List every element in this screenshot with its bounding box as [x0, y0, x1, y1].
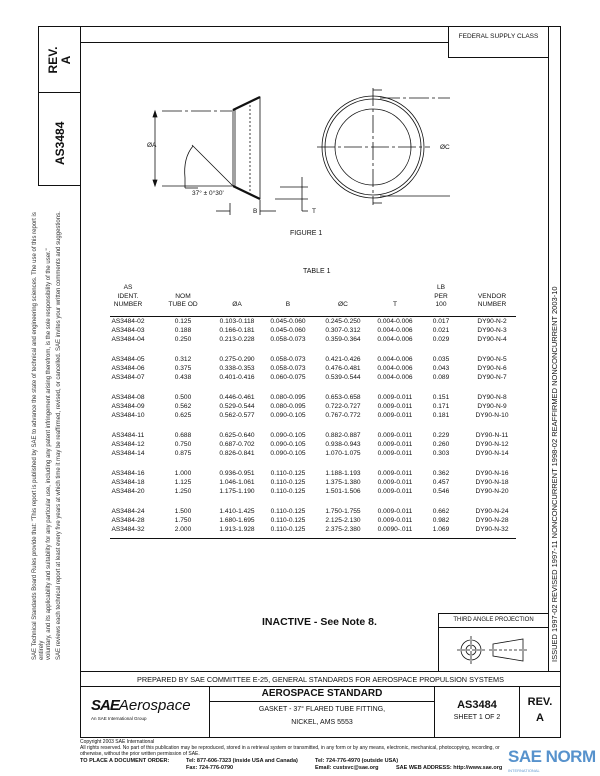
- table-cell: DY90-N-9: [477, 403, 507, 410]
- logo-cell: [80, 686, 210, 738]
- table-cell: 0.562: [174, 403, 192, 410]
- table-cell: 0.090-0.105: [270, 432, 306, 439]
- doc-number-cell: [434, 686, 520, 738]
- table-cell: 0.375: [174, 365, 192, 372]
- table-cell: 1.500: [174, 508, 192, 515]
- table-cell: 0.004-0.006: [377, 356, 413, 363]
- revision-history: ISSUED 1997-02 REVISED 1997-11 NONCONCURRENT 1998-02 REAFFIRMED NONCONCURRENT 2003-10: [550, 286, 559, 662]
- table-cell: 0.250: [174, 336, 192, 343]
- table-cell: 0.0090-.011: [377, 526, 413, 533]
- table-cell: DY90-N-7: [477, 374, 507, 381]
- table-cell: 0.166-0.181: [219, 327, 255, 334]
- table-cell: 0.722-0.727: [325, 403, 361, 410]
- email-link[interactable]: Email: custsvc@sae.org: [315, 765, 379, 771]
- table-cell: 0.213-0.228: [219, 336, 255, 343]
- table-cell: 1.750-1.755: [325, 508, 361, 515]
- table-header: VENDOR NUMBER: [477, 292, 507, 308]
- sae-norm-watermark: SAE NORM: [508, 747, 596, 766]
- table-cell: 0.017: [432, 318, 450, 325]
- table-cell: DY90-N-5: [477, 356, 507, 363]
- table-cell: AS3484-05: [111, 356, 145, 363]
- table-cell: DY90-N-10: [475, 412, 509, 419]
- table-cell: 0.090-0.105: [270, 441, 306, 448]
- table-cell: 0.653-0.658: [325, 394, 361, 401]
- table-cell: AS3484-24: [111, 508, 145, 515]
- table-cell: AS3484-10: [111, 412, 145, 419]
- table-cell: 0.688: [174, 432, 192, 439]
- table-cell: 0.457: [432, 479, 450, 486]
- table-cell: 0.009-0.011: [377, 517, 413, 524]
- angle-label: 37° ± 0°30': [192, 190, 224, 197]
- table-cell: 1.175-1.190: [219, 488, 255, 495]
- web-link[interactable]: http://www.sae.org: [453, 765, 503, 771]
- table-cell: 0.312: [174, 356, 192, 363]
- table-cell: 0.009-0.011: [377, 488, 413, 495]
- table-cell: DY90-N-18: [475, 479, 509, 486]
- table-cell: 0.058-0.073: [270, 365, 306, 372]
- table-cell: 1.125: [174, 479, 192, 486]
- table-cell: 0.303: [432, 450, 450, 457]
- table-cell: 0.275-0.290: [219, 356, 255, 363]
- table-cell: 2.375-2.380: [325, 526, 361, 533]
- table-cell: 0.229: [432, 432, 450, 439]
- table-cell: 0.080-0.095: [270, 403, 306, 410]
- table-bottom-rule: [110, 538, 516, 539]
- prepared-by: PREPARED BY SAE COMMITTEE E-25, GENERAL STANDARDS FOR AEROSPACE PROPULSION SYSTEMS: [137, 675, 504, 684]
- rights-notice: All rights reserved. No part of this publication may be reproduced, stored in a retrieval system or transmitted, in any form or by any means, electronic, mechanical, photocopying, recording, or: [80, 745, 500, 751]
- table-cell: AS3484-02: [111, 318, 145, 325]
- table-cell: 0.750: [174, 441, 192, 448]
- table-cell: 0.090-0.105: [270, 450, 306, 457]
- doc-number-box: [38, 92, 81, 186]
- table-cell: 1.250: [174, 488, 192, 495]
- table-cell: 0.009-0.011: [377, 403, 413, 410]
- table-cell: 0.004-0.006: [377, 365, 413, 372]
- table-cell: 0.004-0.006: [377, 327, 413, 334]
- table-cell: 0.982: [432, 517, 450, 524]
- web-address: SAE WEB ADDRESS: http://www.sae.org: [396, 765, 503, 771]
- figure-caption: FIGURE 1: [290, 230, 323, 237]
- table-cell: DY90-N-8: [477, 394, 507, 401]
- table-cell: 0.029: [432, 336, 450, 343]
- table-cell: 0.043: [432, 365, 450, 372]
- table-cell: AS3484-14: [111, 450, 145, 457]
- table-cell: 0.080-0.095: [270, 394, 306, 401]
- table-header: ØC: [338, 301, 348, 308]
- rev-box: [38, 26, 81, 93]
- table-cell: 0.004-0.006: [377, 336, 413, 343]
- table-cell: 0.826-0.841: [219, 450, 255, 457]
- table-cell: AS3484-20: [111, 488, 145, 495]
- third-angle-projection-box: [438, 613, 549, 672]
- table-cell: AS3484-03: [111, 327, 145, 334]
- table-cell: 0.938-0.943: [325, 441, 361, 448]
- table-cell: 0.110-0.125: [270, 526, 306, 533]
- table-cell: 1.410-1.425: [219, 508, 255, 515]
- copyright: Copyright 2003 SAE International: [80, 739, 155, 745]
- table-cell: DY90-N-32: [475, 526, 509, 533]
- table-header: LB PER 100: [434, 284, 448, 308]
- footer: [80, 739, 500, 757]
- table-cell: 0.009-0.011: [377, 508, 413, 515]
- table-cell: 0.110-0.125: [270, 488, 306, 495]
- table-cell: DY90-N-14: [475, 450, 509, 457]
- table-cell: 0.438: [174, 374, 192, 381]
- table-cell: 0.767-0.772: [325, 412, 361, 419]
- table-cell: 0.446-0.461: [219, 394, 255, 401]
- table-cell: 0.110-0.125: [270, 517, 306, 524]
- table-cell: 0.058-0.073: [270, 356, 306, 363]
- table-cell: 1.913-1.928: [219, 526, 255, 533]
- table-cell: AS3484-09: [111, 403, 145, 410]
- gasket-front-view: [317, 88, 450, 205]
- table-cell: 0.110-0.125: [270, 470, 306, 477]
- logo-subtitle: An SAE International Group: [91, 716, 147, 721]
- table-cell: 0.110-0.125: [270, 508, 306, 515]
- table-cell: 1.000: [174, 470, 192, 477]
- table-cell: DY90-N-12: [475, 441, 509, 448]
- tel-us: Tel: 877-606-7323 (inside USA and Canada): [186, 758, 298, 764]
- gasket-side-view: [153, 97, 308, 215]
- table-cell: 0.625: [174, 412, 192, 419]
- table-cell: 0.103-0.118: [219, 318, 255, 325]
- rights-notice-2: otherwise, without the prior written permission of SAE.: [80, 751, 200, 757]
- table-cell: AS3484-11: [111, 432, 145, 439]
- table-cell: 0.421-0.426: [325, 356, 361, 363]
- table-cell: 1.375-1.380: [325, 479, 361, 486]
- table-cell: 0.125: [174, 318, 192, 325]
- rev-cell: [519, 686, 561, 738]
- table-cell: 0.687-0.702: [219, 441, 255, 448]
- federal-supply-class-label: FEDERAL SUPPLY CLASS: [458, 33, 539, 40]
- table-cell: 0.338-0.353: [219, 365, 255, 372]
- table-cell: AS3484-32: [111, 526, 145, 533]
- table-cell: 0.058-0.073: [270, 336, 306, 343]
- table-cell: 0.004-0.006: [377, 318, 413, 325]
- table-cell: 2.125-2.130: [325, 517, 361, 524]
- table-header-rule: [110, 316, 516, 317]
- order-contacts-intl: [315, 758, 398, 772]
- table-cell: 0.009-0.011: [377, 450, 413, 457]
- table-cell: 0.188: [174, 327, 192, 334]
- table-cell: AS3484-08: [111, 394, 145, 401]
- fax: Fax: 724-776-0790: [186, 765, 234, 771]
- table-header: B: [285, 301, 291, 308]
- table-cell: 0.045-0.060: [270, 327, 306, 334]
- table-cell: 0.476-0.481: [325, 365, 361, 372]
- table-cell: 0.401-0.416: [219, 374, 255, 381]
- table-header: AS IDENT. NUMBER: [113, 284, 143, 308]
- document-title-line1: GASKET - 37° FLARED TUBE FITTING,: [258, 706, 386, 713]
- rev-value-bottom: A: [536, 712, 544, 724]
- table-cell: 0.546: [432, 488, 450, 495]
- margin-disclaimer: SAE Technical Standards Board Rules provide that: "This report is published by SAE to advance the state of technical and engineering sciences. The use of this report is entirely voluntary, and its applicability and suitability for any particular use, including any patent infringement arising therefrom, is the sole responsibility of the user." SAE reviews each technical report at least every five years at which time it may be reaffirmed, revised, or cancelled. SAE invites your written comments and suggestions.: [32, 211, 62, 660]
- table-cell: AS3484-06: [111, 365, 145, 372]
- order-label: TO PLACE A DOCUMENT ORDER:: [80, 758, 170, 764]
- table-cell: 0.171: [432, 403, 450, 410]
- prepared-by-row: [80, 671, 561, 687]
- dimension-a-label: ØA: [147, 142, 157, 149]
- table-cell: DY90-N-28: [475, 517, 509, 524]
- table-cell: 0.009-0.011: [377, 441, 413, 448]
- table-cell: 0.009-0.011: [377, 470, 413, 477]
- rev-label: REV.: [46, 46, 60, 74]
- table-cell: 0.625-0.640: [219, 432, 255, 439]
- table-header: T: [392, 301, 398, 308]
- table-cell: 0.009-0.011: [377, 432, 413, 439]
- table-cell: 0.875: [174, 450, 192, 457]
- table-cell: 0.089: [432, 374, 450, 381]
- table-title: TABLE 1: [303, 268, 331, 275]
- table-cell: DY90-N-6: [477, 365, 507, 372]
- document-title-line2: NICKEL, AMS 5553: [291, 719, 353, 726]
- table-cell: 1.069: [432, 526, 450, 533]
- table-cell: 1.501-1.506: [325, 488, 361, 495]
- table-cell: AS3484-28: [111, 517, 145, 524]
- watermark-sub: INTERNATIONAL: [508, 768, 540, 773]
- sheet-number: SHEET 1 OF 2: [453, 714, 501, 721]
- table-cell: AS3484-18: [111, 479, 145, 486]
- table-cell: AS3484-16: [111, 470, 145, 477]
- table-cell: 0.662: [432, 508, 450, 515]
- table-cell: DY90-N-11: [475, 432, 509, 439]
- table-cell: 0.539-0.544: [325, 374, 361, 381]
- sae-aerospace-logo: SAEAerospace: [91, 697, 191, 714]
- table-cell: 0.110-0.125: [270, 479, 306, 486]
- dimension-c-label: ØC: [440, 144, 450, 151]
- table-cell: 0.151: [432, 394, 450, 401]
- table-cell: 0.362: [432, 470, 450, 477]
- dimension-b-label: B: [253, 208, 258, 215]
- inactive-note: INACTIVE - See Note 8.: [262, 616, 377, 628]
- table-cell: 0.181: [432, 412, 450, 419]
- order-contacts-us: [186, 758, 298, 772]
- table-cell: DY90-N-2: [477, 318, 507, 325]
- table-cell: 0.359-0.364: [325, 336, 361, 343]
- table-cell: AS3484-04: [111, 336, 145, 343]
- table-cell: 1.070-1.075: [325, 450, 361, 457]
- frame-right-outer: [560, 26, 561, 672]
- table-cell: 0.500: [174, 394, 192, 401]
- table-cell: 0.004-0.006: [377, 374, 413, 381]
- projection-label: THIRD ANGLE PROJECTION: [439, 614, 548, 628]
- projection-symbol-icon: [439, 628, 548, 672]
- frame-right-inner: [548, 26, 549, 672]
- table-header: ØA: [232, 301, 242, 308]
- table-cell: AS3484-12: [111, 441, 145, 448]
- doc-number-vertical: AS3484: [53, 121, 67, 165]
- doc-number: AS3484: [457, 699, 497, 711]
- table-cell: 0.936-0.951: [219, 470, 255, 477]
- rev-label-bottom: REV.: [527, 696, 553, 708]
- table-cell: 0.562-0.577: [219, 412, 255, 419]
- table-cell: 0.009-0.011: [377, 412, 413, 419]
- table-cell: 0.307-0.312: [325, 327, 361, 334]
- table-cell: 1.750: [174, 517, 192, 524]
- table-cell: 0.009-0.011: [377, 479, 413, 486]
- tel-intl: Tel: 724-776-4970 (outside USA): [315, 758, 399, 764]
- table-cell: DY90-N-20: [475, 488, 509, 495]
- table-cell: 0.529-0.544: [219, 403, 255, 410]
- standard-type: AEROSPACE STANDARD: [210, 687, 434, 702]
- table-cell: 0.021: [432, 327, 450, 334]
- table-cell: DY90-N-3: [477, 327, 507, 334]
- table-cell: DY90-N-24: [475, 508, 509, 515]
- title-cell: [209, 686, 435, 738]
- table-cell: 1.680-1.695: [219, 517, 255, 524]
- table-cell: 1.046-1.061: [219, 479, 255, 486]
- table-cell: 0.035: [432, 356, 450, 363]
- rev-value: A: [59, 55, 73, 65]
- table-cell: DY90-N-4: [477, 336, 507, 343]
- table-cell: 0.260: [432, 441, 450, 448]
- dimension-t-label: T: [312, 208, 316, 215]
- table-cell: 0.009-0.011: [377, 394, 413, 401]
- table-cell: 0.060-0.075: [270, 374, 306, 381]
- table-cell: 0.090-0.105: [270, 412, 306, 419]
- table-cell: DY90-N-16: [475, 470, 509, 477]
- table-cell: 2.000: [174, 526, 192, 533]
- table-cell: 1.188-1.193: [325, 470, 361, 477]
- table-cell: AS3484-07: [111, 374, 145, 381]
- table-cell: 0.882-0.887: [325, 432, 361, 439]
- table-header: NOM TUBE OD: [168, 292, 198, 308]
- table-cell: 0.045-0.060: [270, 318, 306, 325]
- table-cell: 0.245-0.250: [325, 318, 361, 325]
